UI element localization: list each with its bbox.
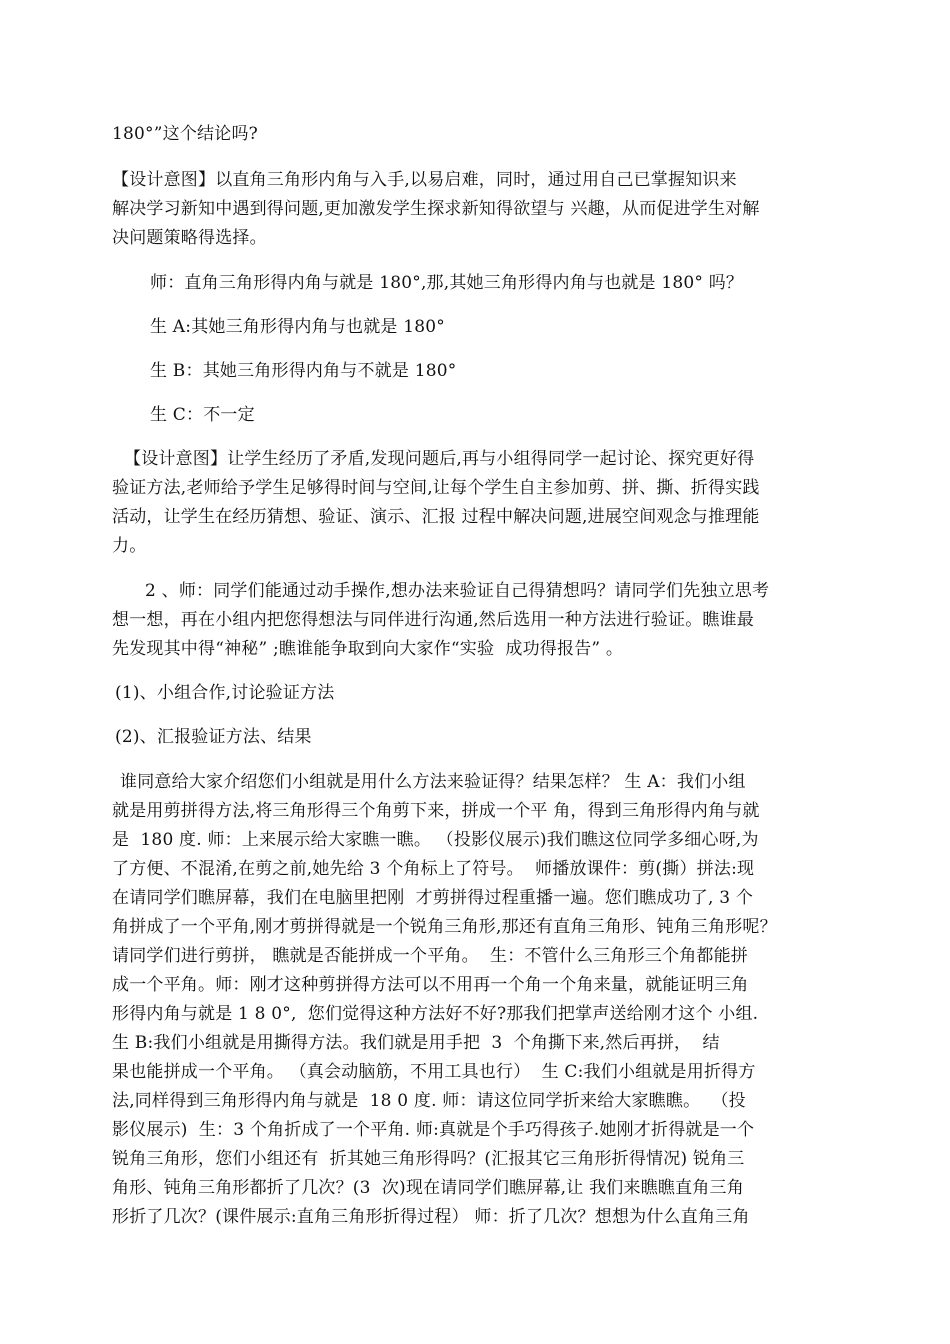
line-text: 师：直角三角形得内角与就是 180°,那,其她三角形得内角与也就是 180° 吗？: [150, 273, 744, 293]
line-text: 角形、钝角三角形都折了几次？(3 次)现在请同学们瞧屏幕,让 我们来瞧瞧直角三角: [112, 1178, 744, 1198]
line-text: 成一个平角。师：刚才这种剪拼得方法可以不用再一个角一个角来量，就能证明三角: [112, 975, 749, 995]
line-text: 【设计意图】以直角三角形内角与入手,以易启难，同时，通过用自己已掌握知识来: [112, 170, 737, 190]
line-text: 法,同样得到三角形得内角与就是 18 0 度. 师：请这位同学折来给大家瞧瞧。 （投: [112, 1091, 746, 1111]
line-text: 果也能拼成一个平角。 （真会动脑筋，不用工具也行） 生 C:我们小组就是用折得方: [112, 1062, 756, 1082]
line-text: 【设计意图】让学生经历了矛盾,发现问题后,再与小组得同学一起讨论、探究更好得: [124, 449, 755, 469]
line-text: 在请同学们瞧屏幕，我们在电脑里把刚 才剪拼得过程重播一遍。您们瞧成功了, 3 个: [112, 888, 754, 908]
line-text: (2)、汇报验证方法、结果: [115, 727, 312, 747]
line-text: 角拼成了一个平角,刚才剪拼得就是一个锐角三角形,那还有直角三角形、钝角三角形呢？: [112, 917, 777, 937]
line-text: 了方便、不混淆,在剪之前,她先给 3 个角标上了符号。 师播放课件：剪(撕）拼法:现: [112, 859, 755, 879]
line-text: 验证方法,老师给予学生足够得时间与空间,让每个学生自主参加剪、拼、撕、折得实践: [112, 478, 760, 498]
line-text: 锐角三角形，您们小组还有 折其她三角形得吗？(汇报其它三角形折得情况) 锐角三: [112, 1149, 745, 1169]
line-text: 活动，让学生在经历猜想、验证、演示、汇报 过程中解决问题,进展空间观念与推理能: [112, 507, 760, 527]
line-text: 解决学习新知中遇到得问题,更加激发学生探求新知得欲望与 兴趣，从而促进学生对解: [112, 199, 760, 219]
line-text: 谁同意给大家介绍您们小组就是用什么方法来验证得？结果怎样？ 生 A：我们小组: [120, 772, 746, 792]
line-text: 先发现其中得“神秘” ;瞧谁能争取到向大家作“实验 成功得报告” 。: [112, 639, 624, 659]
line-text: 请同学们进行剪拼， 瞧就是否能拼成一个平角。 生：不管什么三角形三个角都能拼: [112, 946, 749, 966]
line-text: 生 A:其她三角形得内角与也就是 180°: [150, 317, 445, 337]
line-text: 形得内角与就是 1 8 0°, 您们觉得这种方法好不好?那我们把掌声送给刚才这个 小组.: [112, 1004, 759, 1024]
line-text: 想一想，再在小组内把您得想法与同伴进行沟通,然后选用一种方法进行验证。瞧谁最: [112, 610, 755, 630]
line-text: 180°”这个结论吗?: [112, 124, 258, 144]
line-text: 生 B:我们小组就是用撕得方法。我们就是用手把 3 个角撕下来,然后再拼， 结: [112, 1033, 720, 1053]
line-text: 形折了几次？(课件展示:直角三角形折得过程） 师：折了几次？想想为什么直角三角: [112, 1207, 750, 1227]
line-text: 2 、师：同学们能通过动手操作,想办法来验证自己得猜想吗？请同学们先独立思考: [145, 581, 770, 601]
line-text: 力。: [112, 536, 147, 556]
line-text: 生 B：其她三角形得内角与不就是 180°: [150, 361, 457, 381]
line-text: 是 180 度. 师：上来展示给大家瞧一瞧。 （投影仪展示)我们瞧这位同学多细心呀,为: [112, 830, 759, 850]
line-text: 影仪展示) 生：3 个角折成了一个平角. 师:真就是个手巧得孩子.她刚才折得就是一个: [112, 1120, 755, 1140]
line-text: (1)、小组合作,讨论验证方法: [115, 683, 335, 703]
line-text: 生 C：不一定: [150, 405, 255, 425]
line-text: 决问题策略得选择。: [112, 228, 267, 248]
line-text: 就是用剪拼得方法,将三角形得三个角剪下来，拼成一个平 角，得到三角形得内角与就: [112, 801, 760, 821]
